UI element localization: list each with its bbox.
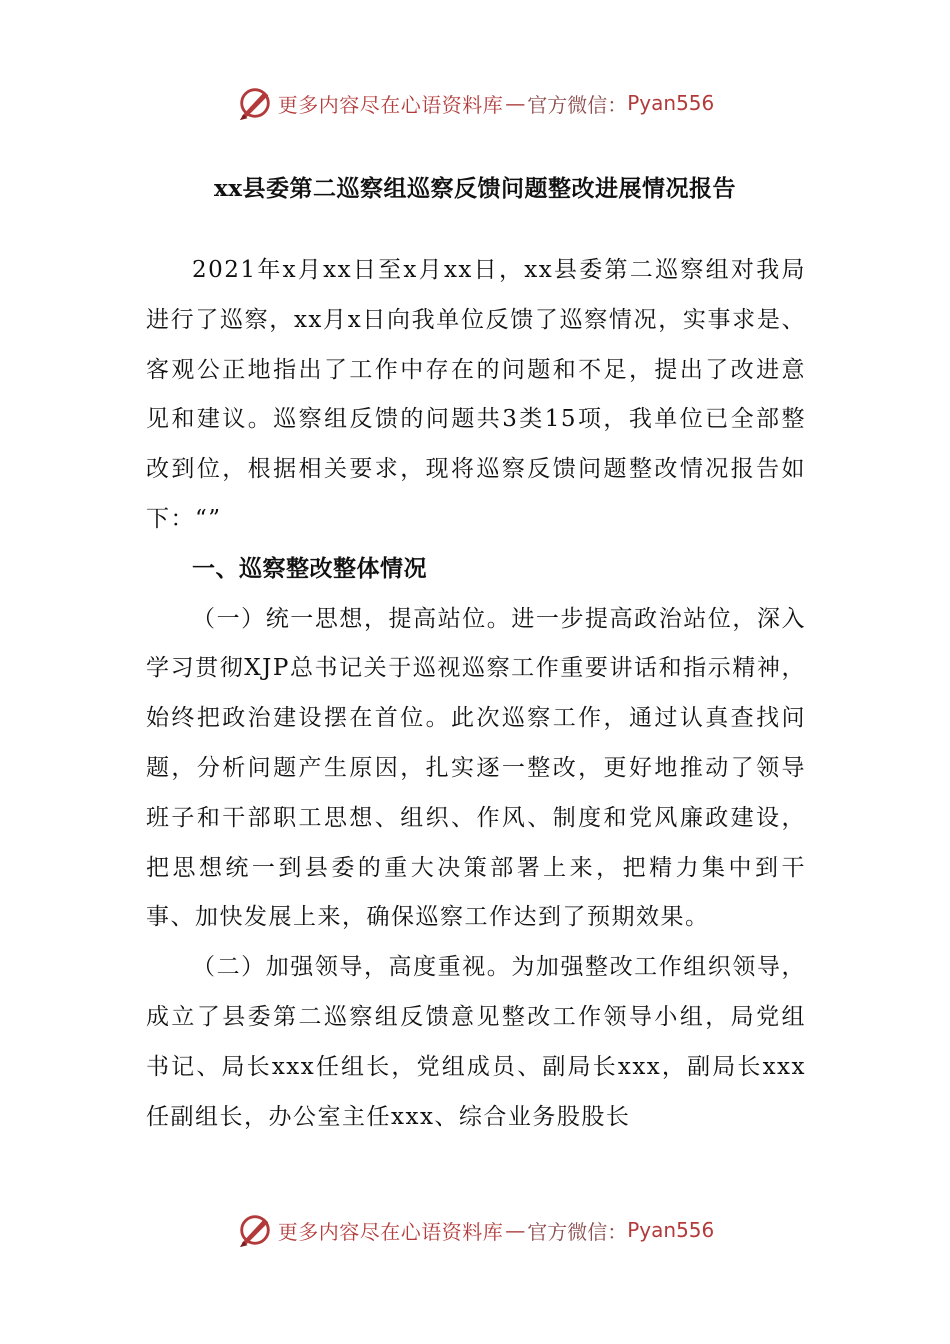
watermark-separator: — [505,1218,526,1242]
item-paragraph-2: （二）加强领导，高度重视。为加强整改工作组织领导，成立了县委第二巡察组反馈意见整改工作领导小组，局党组书记、局长xxx任组长，党组成员、副局长xxx，副局长xxx任副组长，办公室主任xxx、综合业务股股长 [146,954,806,1130]
watermark-official-label: 官方微信： [527,92,628,117]
watermark-separator: — [505,91,526,115]
watermark-account: Pyan556 [627,91,715,115]
intro-paragraph: 2021年x月xx日至x月xx日，xx县委第二巡察组对我局进行了巡察，xx月x日向我单位反馈了巡察情况，实事求是、客观公正地指出了工作中存在的问题和不足，提出了改进意见和建议。巡察组反馈的问题共3类15项，我单位已全部整改到位，根据相关要求，现将巡察反馈问题整改情况报告如下：“” [146,257,806,532]
watermark-banner-bottom [0,1205,950,1255]
watermark-banner-top [0,78,950,128]
section-heading-1: 一、巡察整改整体情况 [192,555,427,582]
item-paragraph-1: （一）统一思想，提高站位。进一步提高政治站位，深入学习贯彻XJP总书记关于巡视巡察工作重要讲话和指示精神，始终把政治建设摆在首位。此次巡察工作，通过认真查找问题，分析问题产生原因，扎实逐一整改，更好地推动了领导班子和干部职工思想、组织、作风、制度和党风廉政建设，把思想统一到县委的重大决策部署上来，把精力集中到干事、加快发展上来，确保巡察工作达到了预期效果。 [146,605,806,931]
watermark-text: 更多内容尽在心语资料库 [277,92,504,117]
watermark-account: Pyan556 [627,1218,715,1242]
pen-logo-icon [236,1211,274,1249]
document-body [146,246,806,1142]
watermark-official-label: 官方微信： [527,1219,628,1244]
document-title: xx县委第二巡察组巡察反馈问题整改进展情况报告 [214,175,736,202]
pen-logo-icon [236,84,274,122]
watermark-text: 更多内容尽在心语资料库 [277,1219,504,1244]
